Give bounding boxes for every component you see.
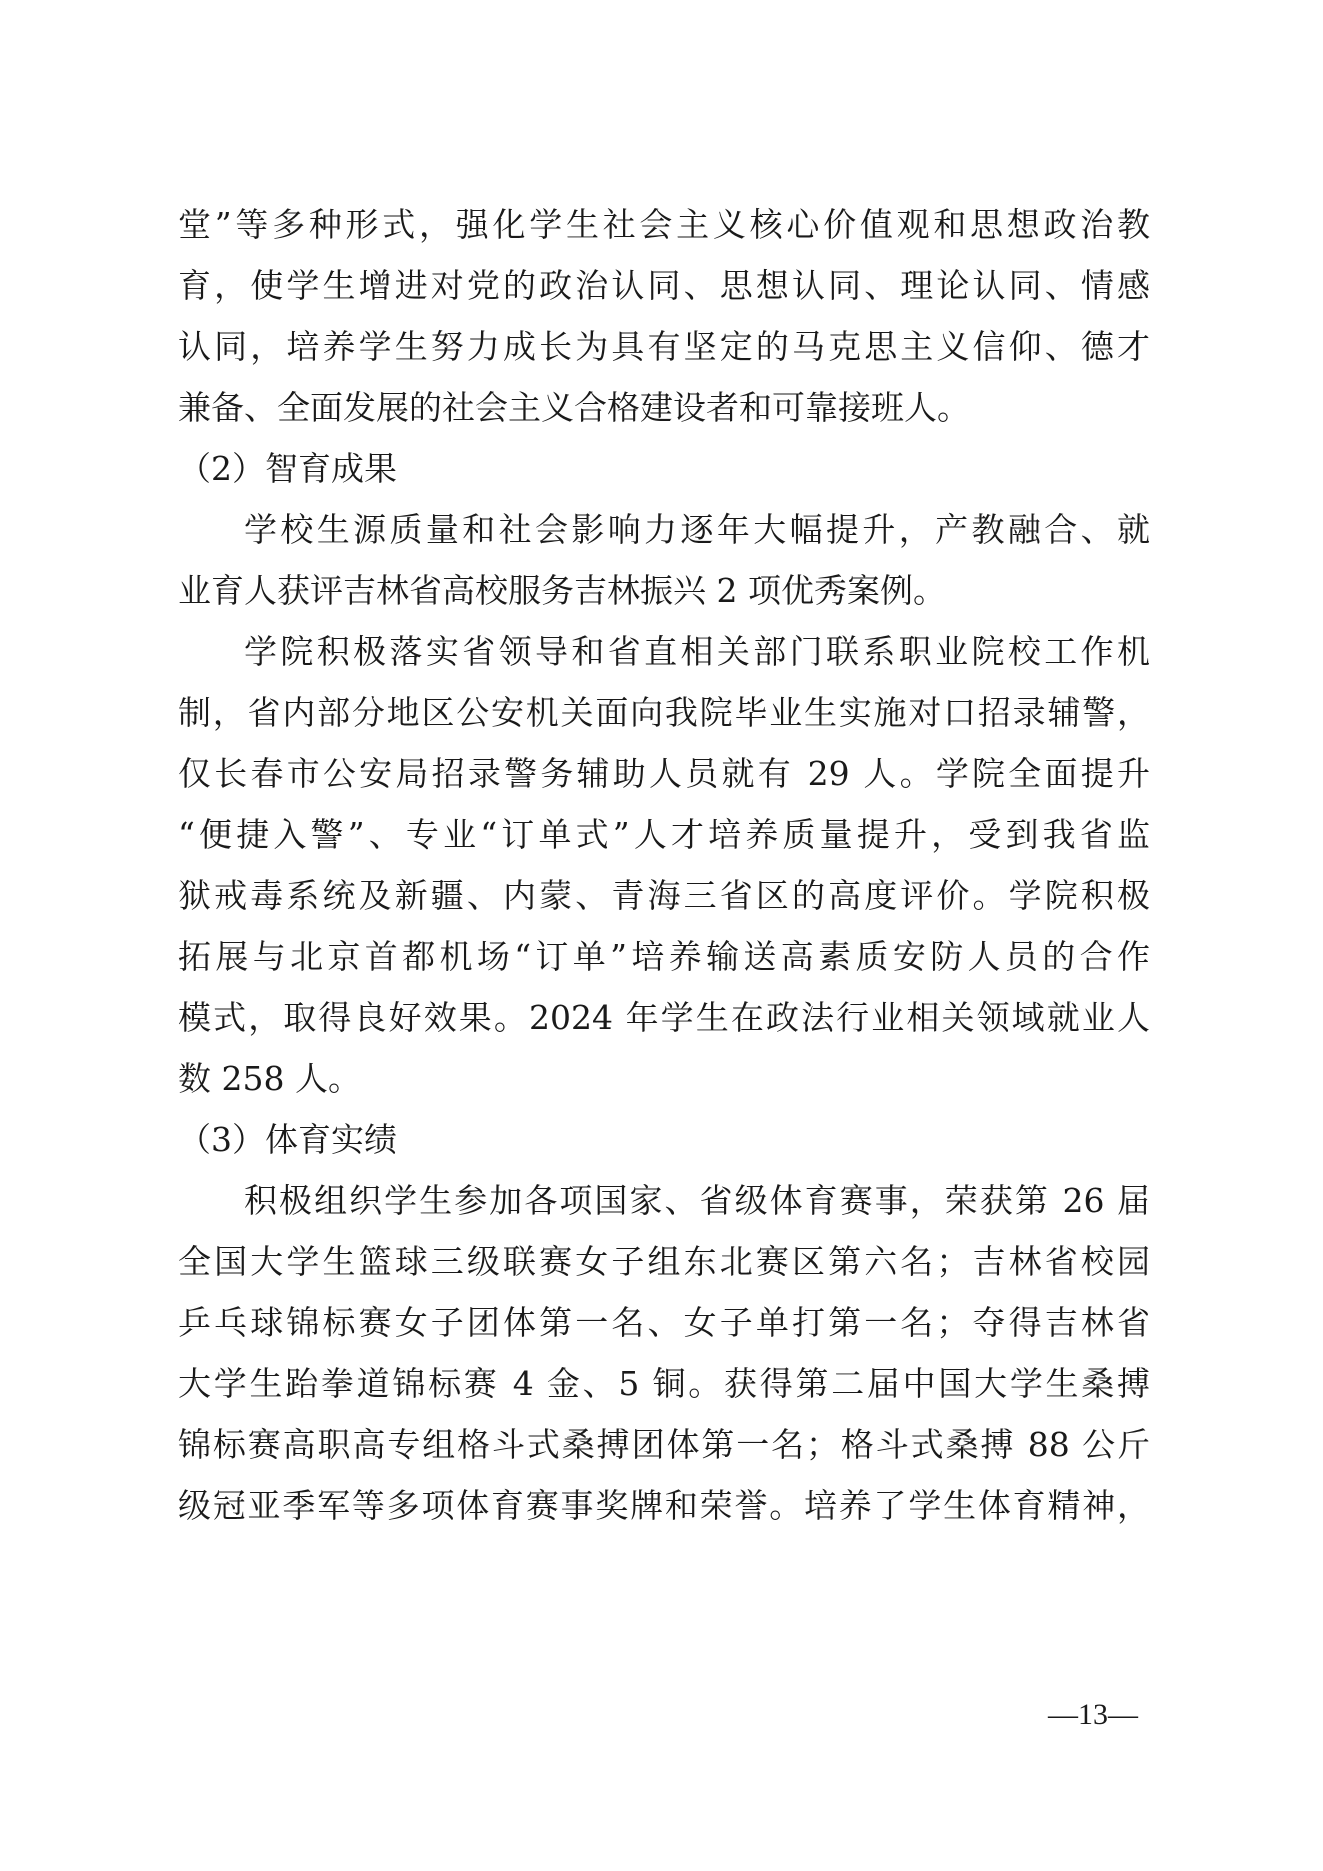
text-line: 狱戒毒系统及新疆、内蒙、青海三省区的高度评价。学院积极: [178, 876, 1150, 915]
text-line: 育，使学生增进对党的政治认同、思想认同、理论认同、情感: [178, 266, 1150, 305]
text-line: 积极组织学生参加各项国家、省级体育赛事，荣获第 26 届: [244, 1181, 1150, 1220]
text-line: 仅长春市公安局招录警务辅助人员就有 29 人。学院全面提升: [178, 754, 1150, 793]
text-line: 兼备、全面发展的社会主义合格建设者和可靠接班人。: [178, 388, 970, 427]
text-line: 乒乓球锦标赛女子团体第一名、女子单打第一名；夺得吉林省: [178, 1303, 1150, 1342]
text-line: 拓展与北京首都机场“订单”培养输送高素质安防人员的合作: [178, 937, 1150, 976]
page-number: —13—: [1048, 1698, 1138, 1731]
text-line: 认同，培养学生努力成长为具有坚定的马克思主义信仰、德才: [178, 327, 1150, 366]
text-line: 锦标赛高职高专组格斗式桑搏团体第一名；格斗式桑搏 88 公斤: [178, 1425, 1150, 1464]
text-line: 级冠亚季军等多项体育赛事奖牌和荣誉。培养了学生体育精神，: [178, 1486, 1150, 1525]
text-line: 模式，取得良好效果。2024 年学生在政法行业相关领域就业人: [178, 998, 1150, 1037]
text-line: 数 258 人。: [178, 1059, 361, 1098]
section-heading-3: （3）体育实绩: [178, 1120, 397, 1159]
text-line: 大学生跆拳道锦标赛 4 金、5 铜。获得第二届中国大学生桑搏: [178, 1364, 1150, 1403]
text-line: 学院积极落实省领导和省直相关部门联系职业院校工作机: [244, 632, 1150, 671]
text-line: 学校生源质量和社会影响力逐年大幅提升，产教融合、就: [244, 510, 1150, 549]
section-heading-2: （2）智育成果: [178, 449, 397, 488]
text-line: 制，省内部分地区公安机关面向我院毕业生实施对口招录辅警，: [178, 693, 1150, 732]
text-line: “便捷入警”、专业“订单式”人才培养质量提升，受到我省监: [178, 815, 1150, 854]
text-line: 业育人获评吉林省高校服务吉林振兴 2 项优秀案例。: [178, 571, 946, 610]
text-line: 全国大学生篮球三级联赛女子组东北赛区第六名；吉林省校园: [178, 1242, 1150, 1281]
text-line: 堂”等多种形式，强化学生社会主义核心价值观和思想政治教: [178, 205, 1150, 244]
